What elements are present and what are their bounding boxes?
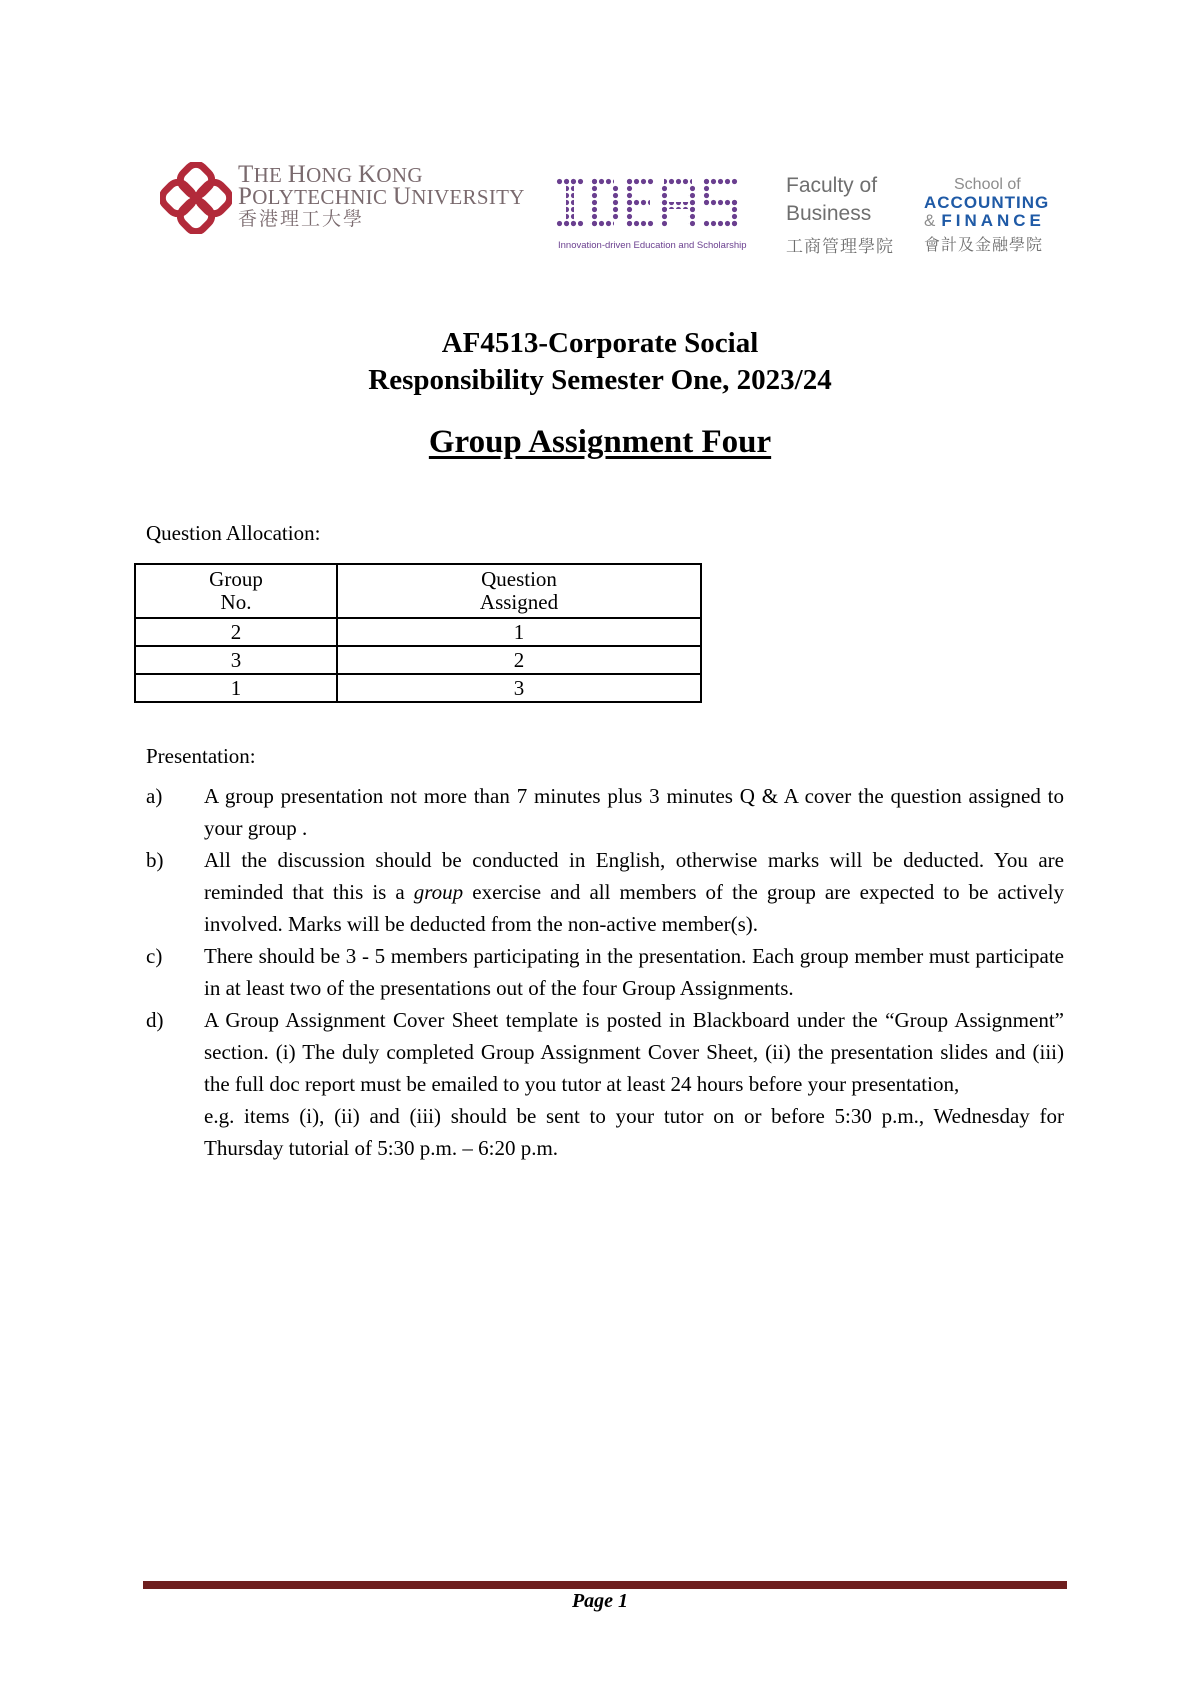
polyu-logo bbox=[160, 162, 530, 234]
question-cell: 3 bbox=[337, 674, 701, 702]
item-marker: b) bbox=[146, 848, 164, 872]
question-cell: 1 bbox=[337, 618, 701, 646]
school-of-accounting-finance-logo bbox=[924, 176, 1049, 255]
polyu-knot-icon bbox=[160, 162, 232, 234]
item-text: A group presentation not more than 7 minutes plus 3 minutes Q & A cover the question assigned to your group . bbox=[204, 784, 1064, 840]
item-text: There should be 3 - 5 members participating in the presentation. Each group member must participate in at least two of the presentations out of the four Group Assignments. bbox=[204, 944, 1064, 1000]
item-example-text: e.g. items (i), (ii) and (iii) should be sent to your tutor on or before 5:30 p.m., Wednesday for Thursday tutorial of 5:30 p.m. – 6:20 p.m. bbox=[204, 1104, 1064, 1160]
faculty-line1: Faculty of bbox=[786, 174, 878, 197]
school-line3: & FINANCE bbox=[924, 211, 1045, 230]
list-item bbox=[146, 940, 1064, 1004]
item-marker: a) bbox=[146, 784, 163, 808]
table-row bbox=[135, 618, 701, 646]
header-group-no: Group No. bbox=[135, 564, 337, 618]
faculty-of-business-logo bbox=[786, 172, 894, 257]
faculty-chinese: 工商管理學院 bbox=[786, 237, 894, 257]
question-allocation-label: Question Allocation: bbox=[146, 521, 321, 545]
allocation-table bbox=[134, 563, 702, 703]
item-text: A Group Assignment Cover Sheet template is posted in Blackboard under the “Group Assignment” section. (i) The duly completed Group Assignment Cover Sheet, (ii) the presentation slides and (iii) the full doc report must be emailed to you tutor at least 24 hours before your presentation, bbox=[204, 1008, 1064, 1096]
item-text: All the discussion should be conducted in English, otherwise marks will be deducted. You are reminded that this is a group exercise and all members of the group are expected to be actively involved. Marks will be deducted from the non-active member(s). bbox=[204, 848, 1065, 936]
list-item bbox=[146, 780, 1064, 844]
group-cell: 2 bbox=[135, 618, 337, 646]
school-chinese: 會計及金融學院 bbox=[924, 235, 1044, 254]
ideas-tagline: Innovation-driven Education and Scholarship bbox=[558, 240, 747, 251]
course-title-line2: Responsibility Semester One, 2023/24 bbox=[368, 364, 832, 396]
school-line2: ACCOUNTING bbox=[924, 193, 1050, 212]
course-title-line1: AF4513-Corporate Social bbox=[441, 327, 759, 359]
list-item bbox=[146, 1004, 1064, 1164]
question-cell: 2 bbox=[337, 646, 701, 674]
group-cell: 1 bbox=[135, 674, 337, 702]
ideas-logo bbox=[556, 178, 756, 252]
item-marker: c) bbox=[146, 944, 163, 968]
table-header-row bbox=[135, 564, 701, 618]
polyu-name-chinese: 香港理工大學 bbox=[238, 208, 365, 230]
ideas-wordmark-icon bbox=[556, 178, 756, 238]
page-number: Page 1 bbox=[571, 1590, 629, 1612]
header-question-assigned: Question Assigned bbox=[337, 564, 701, 618]
list-item bbox=[146, 844, 1064, 940]
presentation-label: Presentation: bbox=[146, 744, 256, 768]
table-row bbox=[135, 674, 701, 702]
item-marker: d) bbox=[146, 1008, 164, 1032]
assignment-title: Group Assignment Four bbox=[428, 424, 772, 460]
polyu-name-line2: POLYTECHNIC UNIVERSITY bbox=[238, 183, 525, 210]
faculty-line2: Business bbox=[786, 202, 872, 225]
polyu-name-line1: THE HONG KONG bbox=[238, 161, 423, 188]
school-line1: School of bbox=[954, 176, 1021, 193]
group-cell: 3 bbox=[135, 646, 337, 674]
table-row bbox=[135, 646, 701, 674]
emphasis-group: group bbox=[413, 880, 464, 904]
presentation-list bbox=[146, 780, 1064, 1164]
footer-rule bbox=[143, 1581, 1067, 1589]
